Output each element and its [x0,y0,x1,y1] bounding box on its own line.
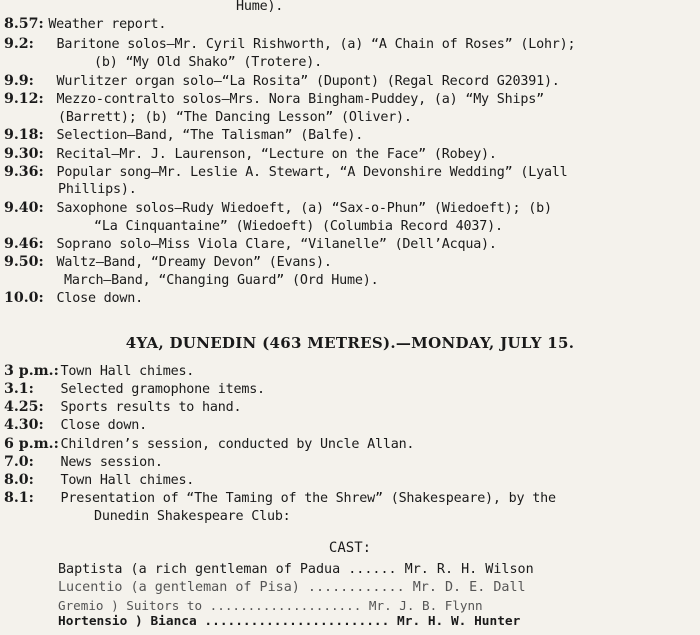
list-item [4,471,194,490]
cast-role: Baptista (a rich gentleman of Padua [58,562,341,577]
cast-dots: ........................ [204,614,390,629]
time-label: 9.18: [4,127,44,143]
item-text: Recital—Mr. J. Laurenson, “Lecture on the Face” (Robey). [56,147,497,162]
list-item [4,15,166,34]
time-label: 9.46: [4,236,44,252]
time-label: 9.40: [4,200,44,216]
item-continuation: Phillips). [58,182,137,197]
list-item [4,72,560,91]
list-item [4,145,497,164]
item-text: Presentation of “The Taming of the Shrew” (Shakespeare), by the [60,491,556,506]
item-continuation: (b) “My Old Shako” (Trotere). [94,55,322,70]
item-text: Children’s session, conducted by Uncle Allan. [60,437,415,452]
table-row [58,580,526,595]
time-label: 6 p.m.: [4,436,59,452]
table-row [58,598,483,613]
list-item [4,199,552,218]
list-item [4,489,556,508]
list-item [4,289,143,308]
item-text: Baritone solos—Mr. Cyril Rishworth, (a) “A Chain of Roses” (Lohr); [56,37,576,52]
cast-heading: CAST: [328,540,372,556]
time-label: 8.57: [4,16,44,32]
time-label: 9.30: [4,146,44,162]
item-text: Town Hall chimes. [60,364,195,379]
station-heading: 4YA, DUNEDIN (463 METRES).—MONDAY, JULY 15. [125,334,575,352]
list-item [4,398,241,417]
item-continuation: Dunedin Shakespeare Club: [94,509,291,524]
list-item [4,453,163,472]
item-continuation: (Barrett); (b) “The Dancing Lesson” (Oliver). [58,110,412,125]
list-item [4,126,363,145]
time-label: 9.2: [4,36,34,52]
item-continuation: “La Cinquantaine” (Wiedoeft) (Columbia Record 4037). [94,219,503,234]
item-text: Close down. [60,418,147,433]
list-item [4,90,544,109]
time-label: 4.25: [4,399,44,415]
time-label: 10.0: [4,290,44,306]
time-label: 8.1: [4,490,34,506]
time-label: 9.36: [4,164,44,180]
list-item [4,35,575,54]
cast-actor: Mr. R. H. Wilson [404,562,534,577]
time-label: 9.50: [4,254,44,270]
cast-dots: ...... [348,562,397,577]
item-text: News session. [60,455,163,470]
list-item [4,380,265,399]
time-label: 3.1: [4,381,34,397]
item-text: Selected gramophone items. [60,382,265,397]
item-text: Wurlitzer organ solo—“La Rosita” (Dupont) (Regal Record G20391). [56,74,560,89]
list-item [4,235,497,254]
table-row [58,562,534,577]
cast-actor: Mr. H. W. Hunter [397,614,521,629]
item-text: Sports results to hand. [60,400,242,415]
cast-role: Gremio ) Suitors to [58,598,203,613]
time-label: 7.0: [4,454,34,470]
top-fragment: Hume). [236,0,284,14]
time-label: 9.12: [4,91,44,107]
item-text: Selection—Band, “The Talisman” (Balfe). [56,128,364,143]
item-text: Weather report. [48,17,167,32]
list-item [4,362,194,381]
list-item [4,416,147,435]
item-text: Mezzo-contralto solos—Mrs. Nora Bingham-Puddey, (a) “My Ships” [56,92,544,107]
cast-role: Hortensio ) Bianca [58,614,197,629]
time-label: 9.9: [4,73,34,89]
item-text: Saxophone solos—Rudy Wiedoeft, (a) “Sax-o-Phun” (Wiedoeft); (b) [56,201,552,216]
cast-role: Lucentio (a gentleman of Pisa) [58,580,300,595]
item-continuation: March—Band, “Changing Guard” (Ord Hume). [64,273,379,288]
time-label: 3 p.m.: [4,363,59,379]
time-label: 8.0: [4,472,34,488]
item-text: Close down. [56,291,143,306]
cast-dots: ............ [307,580,405,595]
cast-actor: Mr. J. B. Flynn [368,598,483,613]
list-item [4,435,414,454]
list-item [4,253,332,272]
item-text: Town Hall chimes. [60,473,195,488]
time-label: 4.30: [4,417,44,433]
item-text: Popular song—Mr. Leslie A. Stewart, “A Devonshire Wedding” (Lyall [56,165,568,180]
cast-dots: .................... [209,598,362,613]
table-row [58,614,520,629]
cast-actor: Mr. D. E. Dall [412,580,526,595]
item-text: Soprano solo—Miss Viola Clare, “Vilanelle” (Dell’Acqua). [56,237,497,252]
item-text: Waltz—Band, “Dreamy Devon” (Evans). [56,255,332,270]
